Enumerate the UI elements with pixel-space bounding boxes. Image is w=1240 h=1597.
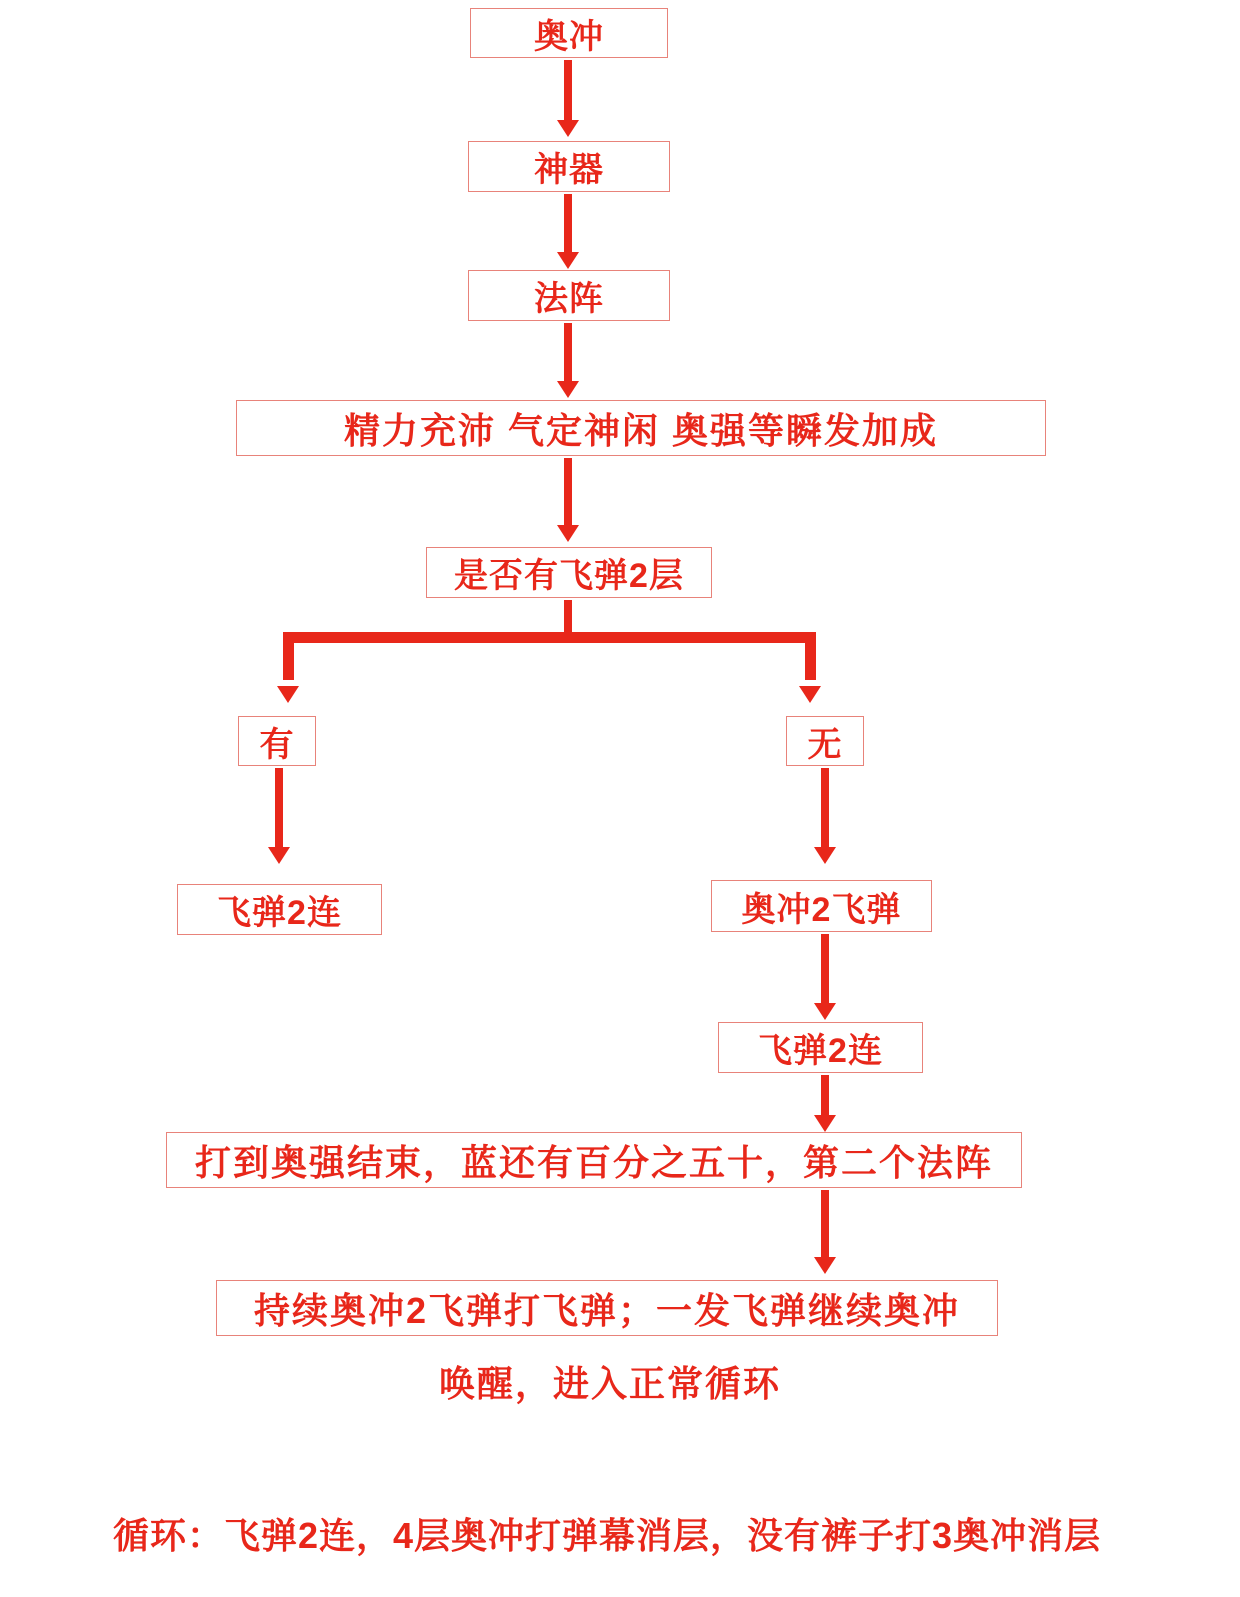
arrow-n2-n3 — [556, 194, 580, 272]
node-missile-2-combo-right: 飞弹2连 — [718, 1022, 923, 1073]
node-aochong: 奥冲 — [470, 8, 668, 58]
arrow-left-branch — [277, 678, 301, 712]
arrow-summary-to-sustain — [813, 1190, 837, 1278]
arrow-right-branch — [799, 678, 823, 712]
node-arcane-power-end: 打到奥强结束，蓝还有百分之五十，第二个法阵 — [166, 1132, 1022, 1188]
node-branch-no: 无 — [786, 716, 864, 766]
node-sustain-rotation: 持续奥冲2飞弹打飞弹；一发飞弹继续奥冲 — [216, 1280, 998, 1336]
arrow-no-to-aochong2missile — [813, 768, 837, 868]
node-fazhen: 法阵 — [468, 270, 670, 321]
node-buffs: 精力充沛 气定神闲 奥强等瞬发加成 — [236, 400, 1046, 456]
arrow-missile2-to-summary — [813, 1075, 837, 1135]
footer-rotation-note: 循环：飞弹2连，4层奥冲打弹幕消层，没有裤子打3奥冲消层 — [113, 1515, 1102, 1556]
split-stem-center — [564, 600, 572, 638]
arrow-aochong2missile-to-missile2 — [813, 934, 837, 1024]
split-leg-right — [805, 632, 816, 680]
awaken-text: 唤醒，进入正常循环 — [438, 1362, 781, 1404]
arrow-n4-n5 — [556, 458, 580, 546]
arrow-n1-n2 — [556, 60, 580, 140]
split-leg-left — [283, 632, 294, 680]
arrow-n3-n4 — [556, 323, 580, 401]
arrow-yes-to-missile2 — [267, 768, 291, 868]
node-missile-2-combo-left: 飞弹2连 — [177, 884, 382, 935]
node-aochong-2-missile: 奥冲2飞弹 — [711, 880, 932, 932]
node-decision-missile-2-stacks: 是否有飞弹2层 — [426, 547, 712, 598]
node-branch-yes: 有 — [238, 716, 316, 766]
split-bus-horizontal — [283, 632, 816, 643]
node-shenqi: 神器 — [468, 141, 670, 192]
